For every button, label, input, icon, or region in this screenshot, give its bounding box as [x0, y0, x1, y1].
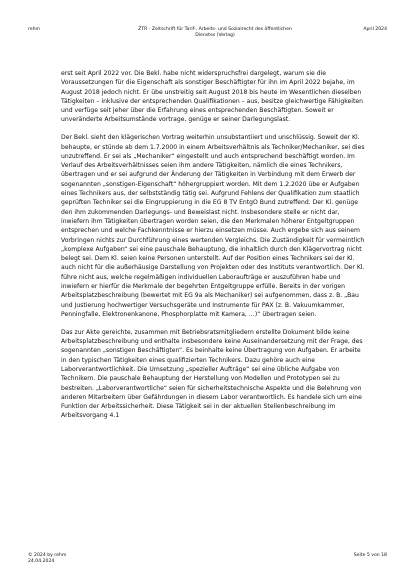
document-body: [61, 69, 367, 429]
paragraph-1: erst seit April 2022 vor. Die Bekl. habe nicht widerspruchsfrei dargelegt, warum sie die Voraussetzungen für die Eigenschaft als sonstiger Beschäftigter für ihn im April 2022 bejahe, im August 2018 jedoch nicht. Er übe unstreitig seit August 2018 bis heute im Wesentlichen dieselben Tätigkeiten – inklusive der entsprechenden Qualifikationen – aus, besitze gleichwertige Fähigkeiten und verfüge seit jeher über die Erfahrung eines entsprechenden Beschäftigten. Soweit er unveränderte Arbeitsumstände vortrage, genüge er seiner Darlegungslast.: [61, 70, 363, 124]
paragraph-2: Der Bekl. sieht den klägerischen Vortrag weiterhin unsubstantiiert und unschlüssig. Soweit der Kl. behaupte, er stünde ab dem 1.7.2000 in einem Arbeitsverhältnis als Techniker/Mechaniker, sei dies unzutreffend. Er sei als „Mechaniker“ eingestellt und auch entsprechend beschäftigt worden. Im Verlauf des Arbeitsverhältnisses seien ihm andere Tätigkeiten, nämlich die eines Technikers, übertragen und er sei aufgrund der Änderung der Tätigkeiten in Verbindung mit dem Erwerb der sogenannten „sonstigen-Eigenschaft“ höhergruppiert worden. Mit dem 1.2.2020 übe er Aufgaben eines Technikers aus, der selbstständig tätig sei. Aufgrund Fehlens der Qualifikation zum staatlich geprüften Techniker sei die Eingruppierung in die EG 8 TV EntgO Bund zutreffend. Der Kl. genüge den ihm zukommenden Darlegungs- und Beweislast nicht. Insbesondere stelle er nicht dar, inwiefern ihm Tätigkeiten übertragen worden seien, die den Merkmalen höherer Entgeltgruppen entsprechen und welche Fachkenntnisse er hierzu einsetzen müsse. Auch ergebe sich aus seinem Vorbringen nichts zur Durchführung eines wertenden Vergleichs. Die Zuständigkeit für vermeintlich „komplexe Aufgaben“ sei eine pauschale Behauptung, die inhaltlich durch den Klägervortrag nicht belegt sei. Dem Kl. seien keine Personen unterstellt. Auf der Position eines Technikers sei der Kl. auch nicht für die außerhäusige Darstellung von Projekten oder des Instituts verantwortlich. Der Kl. führe nicht aus, welche regelmäßigen individuellen Laboraufträge er auszuführen habe und inwiefern er hierfür die Merkmale der begehrten Entgeltgruppe erfülle. Bereits in der vorigen Arbeitsplatzbeschreibung (bewertet mit EG 9a als Mechaniker) sei aufgenommen, dass z. B. „Bau und Justierung hochwertiger Versuchsgeräte und Instrumente für PAX (z. B. Vakuumkammer, Penningfalle, Elektronenkanone, Phosphorplatte mit Kamera, …)“ übertragen seien.: [61, 134, 365, 318]
footer-date-line: 24.04.2024: [28, 559, 55, 564]
header-journal-line-2: Dienstes (Verlag): [195, 33, 235, 38]
page-number: Seite 5 von 18: [353, 553, 387, 558]
paragraph-3: Das zur Akte gereichte, zusammen mit Betriebsratsmitgliedern erstellte Dokument bilde keine Arbeitsplatzbeschreibung und enthalte insbesondere keine Auseinandersetzung mit der Frage, des sogenannten „sonstigen Beschäftigten“. Es beinhalte keine Übertragung von Aufgaben. Er arbeite in den typischen Tätigkeiten eines qualifizierten Technikers. Dazu gehöre auch eine Laborverantwortlichkeit. Die Umsetzung „spezieller Aufträge“ sei eine übliche Aufgabe von Technikern. Die pauschale Behauptung der Herstellung von Modellen und Prototypen sei zu bestreiten. „Laborverantwortliche“ seien für sicherheitstechnische Aspekte und die Belehrung von anderen Mitarbeitern über Gefährdungen in diesem Labor verantwortlich. Es handele sich um eine Funktion der Arbeitssicherheit. Diese Tätigkeit sei in der aktuellen Stellenbeschreibung im Arbeitsvorgang 4.1: [61, 328, 363, 420]
footer-copyright: [28, 553, 66, 565]
footer-copyright-line: © 2024 by rehm: [28, 553, 67, 558]
header-publisher: rehm: [28, 27, 41, 32]
header-date: April 2024: [363, 27, 387, 32]
header-journal-line-1: ZTR - Zeitschrift für Tarif-, Arbeits- und Sozialrecht des öffentlichen: [138, 27, 292, 32]
header-journal-title: [120, 27, 310, 39]
